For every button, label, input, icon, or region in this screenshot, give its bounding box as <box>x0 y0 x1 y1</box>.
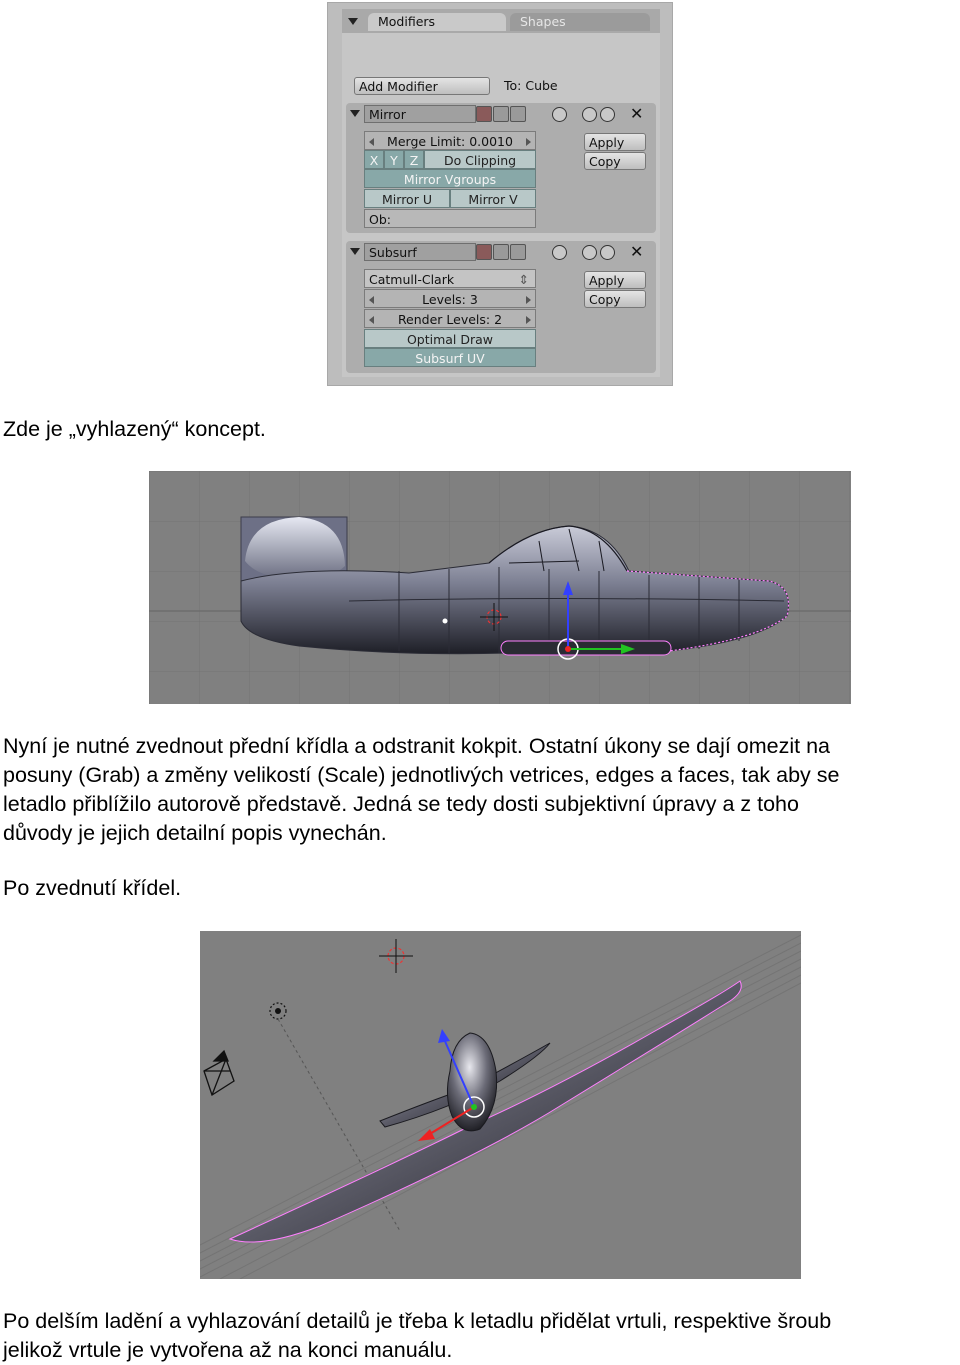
render-toggle-icon[interactable] <box>476 106 492 122</box>
tab-shapes[interactable]: Shapes <box>510 13 650 31</box>
collapse-triangle-icon[interactable] <box>348 18 358 25</box>
add-modifier-button[interactable]: Add Modifier <box>354 77 490 95</box>
paragraph-line-1: Nyní je nutné zvednout přední křídla a odstranit kokpit. Ostatní úkony se dají omezit na <box>3 734 831 758</box>
mirror-u-toggle[interactable]: Mirror U <box>364 189 450 208</box>
paragraph-final-line-1: Po delším ladění a vyhlazování detailů je třeba k letadlu přidělat vrtuli, respektive šroub <box>3 1309 832 1333</box>
subdivision-type-select[interactable]: Catmull-Clark ⇕ <box>364 269 536 288</box>
modifier-target-label: To: Cube <box>504 78 558 93</box>
cage-toggle-icon[interactable] <box>510 106 526 122</box>
move-up-icon[interactable] <box>582 107 597 122</box>
caption-after-wing-raise: Po zvednutí křídel. <box>3 876 182 900</box>
mirror-copy-button[interactable]: Copy <box>584 152 646 170</box>
subsurf-uv-toggle[interactable]: Subsurf UV <box>364 348 536 367</box>
subsurf-cage-circle-icon[interactable] <box>552 245 567 260</box>
fuselage-render <box>149 471 851 704</box>
merge-limit-field[interactable]: Merge Limit: 0.0010 <box>364 131 536 150</box>
viewport-side-view <box>149 471 851 704</box>
editmode-toggle-icon[interactable] <box>493 106 509 122</box>
blender-modifiers-panel <box>327 2 673 386</box>
mirror-vgroups-toggle[interactable]: Mirror Vgroups <box>364 169 536 188</box>
optimal-draw-toggle[interactable]: Optimal Draw <box>364 329 536 348</box>
subsurf-name-field[interactable]: Subsurf <box>364 243 476 261</box>
do-clipping-toggle[interactable]: Do Clipping <box>424 150 536 169</box>
modifiers-area <box>342 33 660 377</box>
mirror-modifier-block <box>346 103 656 233</box>
render-levels-field[interactable]: Render Levels: 2 <box>364 309 536 328</box>
mirror-v-toggle[interactable]: Mirror V <box>450 189 536 208</box>
move-down-icon[interactable] <box>600 245 615 260</box>
render-toggle-icon[interactable] <box>476 244 492 260</box>
subsurf-collapse-icon[interactable] <box>350 248 360 255</box>
mirror-cage-circle-icon[interactable] <box>552 107 567 122</box>
delete-modifier-icon[interactable]: ✕ <box>630 104 644 123</box>
viewport-perspective <box>200 931 801 1279</box>
move-up-icon[interactable] <box>582 245 597 260</box>
paragraph-line-3: letadlo přiblížilo autorově představě. Jedná se tedy dosti subjektivní úpravy a z toho <box>3 792 799 816</box>
levels-field[interactable]: Levels: 3 <box>364 289 536 308</box>
subsurf-modifier-block <box>346 241 656 373</box>
paragraph-line-2: posuny (Grab) a změny velikostí (Scale) jednotlivých vetrices, edges a faces, tak aby se <box>3 763 840 787</box>
paragraph-line-4: důvody je jejich detailní popis vynechán. <box>3 821 387 845</box>
subsurf-copy-button[interactable]: Copy <box>584 290 646 308</box>
airplane-render <box>200 931 801 1279</box>
cage-toggle-icon[interactable] <box>510 244 526 260</box>
axis-y-toggle[interactable]: Y <box>384 150 404 169</box>
paragraph-final-line-2: jelikož vrtule je vytvořena až na konci manuálu. <box>3 1338 453 1362</box>
mirror-object-field[interactable]: Ob: <box>364 209 536 228</box>
editmode-toggle-icon[interactable] <box>493 244 509 260</box>
axis-z-toggle[interactable]: Z <box>404 150 424 169</box>
tab-modifiers[interactable]: Modifiers <box>368 13 506 31</box>
subsurf-apply-button[interactable]: Apply <box>584 271 646 289</box>
mirror-apply-button[interactable]: Apply <box>584 133 646 151</box>
move-down-icon[interactable] <box>600 107 615 122</box>
delete-modifier-icon[interactable]: ✕ <box>630 242 644 261</box>
panel-header <box>342 9 660 34</box>
mirror-name-field[interactable]: Mirror <box>364 105 476 123</box>
select-arrows-icon: ⇕ <box>518 272 529 287</box>
axis-x-toggle[interactable]: X <box>364 150 384 169</box>
caption-smoothed-concept: Zde je „vyhlazený“ koncept. <box>3 417 266 441</box>
mirror-collapse-icon[interactable] <box>350 110 360 117</box>
